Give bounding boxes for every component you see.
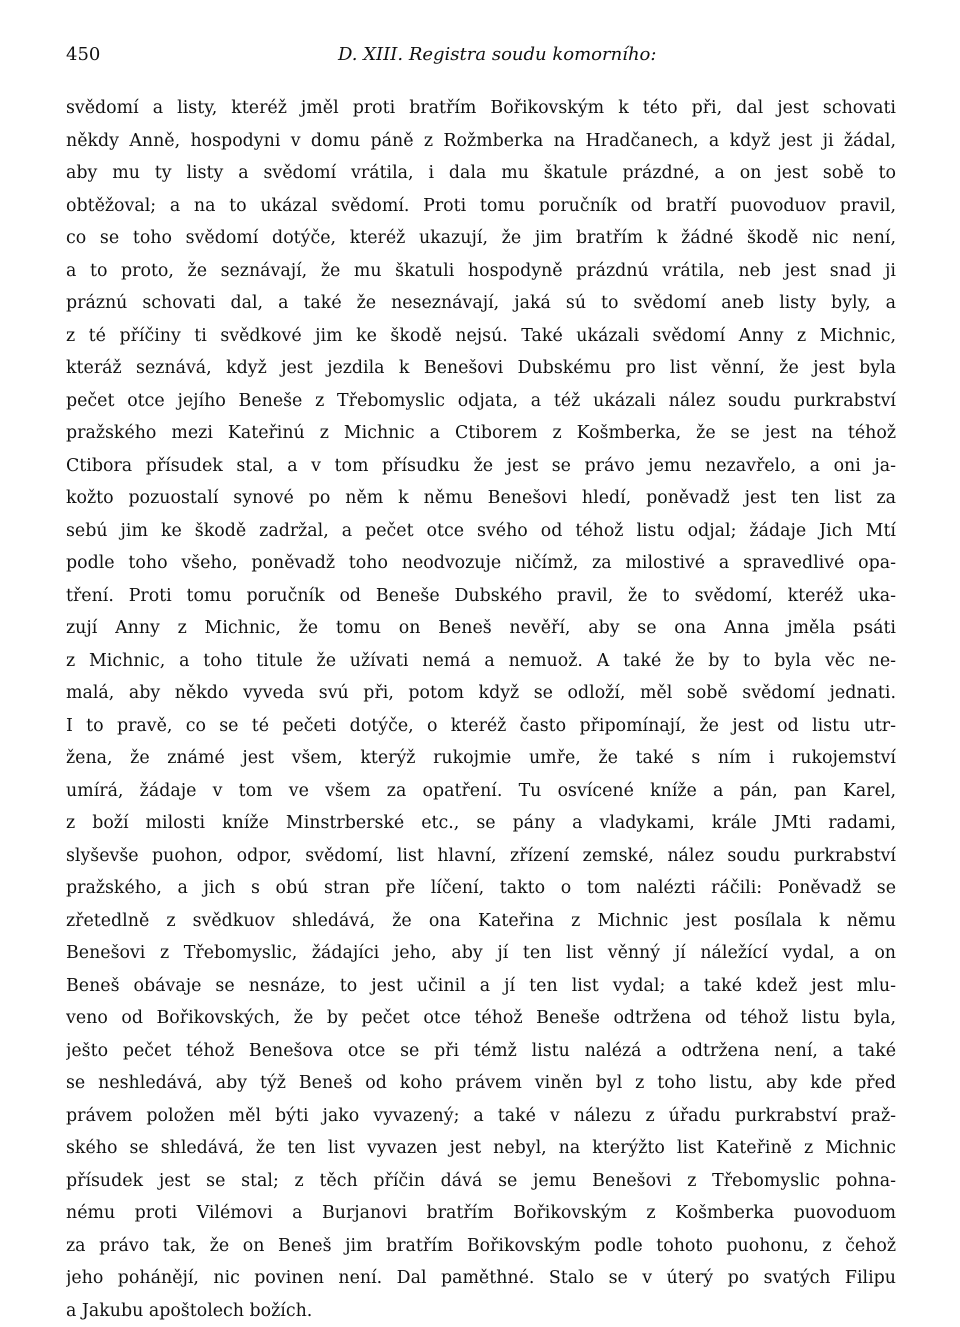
text-line: někdy Anně, hospodyni v domu páně z Rožmberka na Hradčanech, a když jest ji žádal,	[66, 125, 896, 158]
text-line: se neshledává, aby týž Beneš od koho právem viněn byl z toho listu, aby kde před	[66, 1067, 896, 1100]
text-line: Ctibora přísudek stal, a v tom přísudku že jest se právo jemu nezavřelo, a oni ja-	[66, 450, 896, 483]
text-line: umírá, žádaje v tom ve všem za opatření. Tu osvícené kníže a pán, pan Karel,	[66, 775, 896, 808]
text-line: a to proto, že seznávají, že mu škatuli hospodyně prázdnú vrátila, neb jest snad ji	[66, 255, 896, 288]
text-line: právem položen měl býti jako vyvazený; a také v nálezu z úřadu purkrabství praž-	[66, 1100, 896, 1133]
text-line: žena, že známé jest všem, kterýž rukojmie umře, že také s ním i rukojemství	[66, 742, 896, 775]
text-line: tření. Proti tomu poručník od Beneše Dubského pravil, že to svědomí, kteréž uka-	[66, 580, 896, 613]
text-line: přísudek jest se stal; z těch příčin dává se jemu Benešovi z Třebomyslic pohna-	[66, 1165, 896, 1198]
text-line: slyševše puohon, odpor, svědomí, list hlavní, zřízení zemské, nález soudu purkrabství	[66, 840, 896, 873]
text-line: I to pravě, co se té pečeti dotýče, o kteréž často připomínají, že jest od listu utr-	[66, 710, 896, 743]
text-line: Beneš obávaje se nesnáze, to jest učinil a jí ten list vydal; a také kdež jest mlu-	[66, 970, 896, 1003]
page-number: 450	[66, 44, 100, 65]
text-line: z Michnic, a toho titule že užívati nemá a nemuož. A také že by to byla věc ne-	[66, 645, 896, 678]
text-line: pečet otce jejího Beneše z Třebomyslic odjata, a též ukázali nález soudu purkrabství	[66, 385, 896, 418]
text-line: kteráž seznává, když jest jezdila k Benešovi Dubskému pro list věnní, že jest byla	[66, 352, 896, 385]
text-line: svědomí a listy, kteréž jměl proti bratřím Bořikovským k této při, dal jest schovati	[66, 92, 896, 125]
text-line: za právo tak, že on Beneš jim bratřím Bořikovským podle tohoto puohonu, z čehož	[66, 1230, 896, 1263]
text-line: aby mu ty listy a svědomí vrátila, i dala mu škatule prázdné, a on jest sobě to	[66, 157, 896, 190]
text-line: Benešovi z Třebomyslic, žádajíci jeho, aby jí ten list věnný jí náležící vydal, a on	[66, 937, 896, 970]
running-head: D. XIII. Registra soudu komorního:	[338, 44, 656, 65]
text-line: z boží milosti kníže Minstrberské etc., se pány a vladykami, krále JMti radami,	[66, 807, 896, 840]
text-line: podle toho všeho, poněvadž toho neodvozuje ničímž, za milostivé a spravedlivé opa-	[66, 547, 896, 580]
text-line: z té příčiny ti svědkové jim ke škodě nejsú. Také ukázali svědomí Anny z Michnic,	[66, 320, 896, 353]
text-line: veno od Bořikovských, že by pečet otce téhož Beneše odtržena od téhož listu byla,	[66, 1002, 896, 1035]
text-line: nému proti Vilémovi a Burjanovi bratřím Bořikovským z Košmberka puovoduom	[66, 1197, 896, 1230]
text-line: ješto pečet téhož Benešova otce se při témž listu nalézá a odtržena není, a také	[66, 1035, 896, 1068]
text-line: zřetedlně z svědkuov shledává, že ona Kateřina z Michnic jest posílala k němu	[66, 905, 896, 938]
text-line: sebú jim ke škodě zadržal, a pečet otce svého od téhož listu odjal; žádaje Jich Mtí	[66, 515, 896, 548]
page-header	[66, 44, 896, 74]
text-line: zují Anny z Michnic, že tomu on Beneš nevěří, aby se ona Anna jměla psáti	[66, 612, 896, 645]
text-line: pražského mezi Kateřinú z Michnic a Ctiborem z Košmberka, že se jest na téhož	[66, 417, 896, 450]
text-line: co se toho svědomí dotýče, kteréž ukazují, že jim bratřím k žádné škodě nic není,	[66, 222, 896, 255]
text-line: malá, aby někdo vyveda svú při, potom když se odloží, měl sobě svědomí jednati.	[66, 677, 896, 710]
body-text	[66, 92, 896, 1327]
text-line: obtěžoval; a na to ukázal svědomí. Proti tomu poručník od bratří puovoduov pravil,	[66, 190, 896, 223]
text-line: ského se shledává, že ten list vyvazen jest nebyl, na kterýžto list Kateřině z Michnic	[66, 1132, 896, 1165]
text-line: a Jakubu apoštolech božích.	[66, 1295, 896, 1327]
text-line: jeho pohánějí, nic povinen není. Dal paměthné. Stalo se v úterý po svatých Filipu	[66, 1262, 896, 1295]
text-line: kožto pozuostalí synové po něm k němu Benešovi hledí, poněvadž jest ten list za	[66, 482, 896, 515]
text-line: práznú schovati dal, a také že neseznávají, jaká sú to svědomí aneb listy byly, a	[66, 287, 896, 320]
text-line: pražského, a jich s obú stran pře líčení, takto o tom nalézti ráčili: Poněvadž se	[66, 872, 896, 905]
